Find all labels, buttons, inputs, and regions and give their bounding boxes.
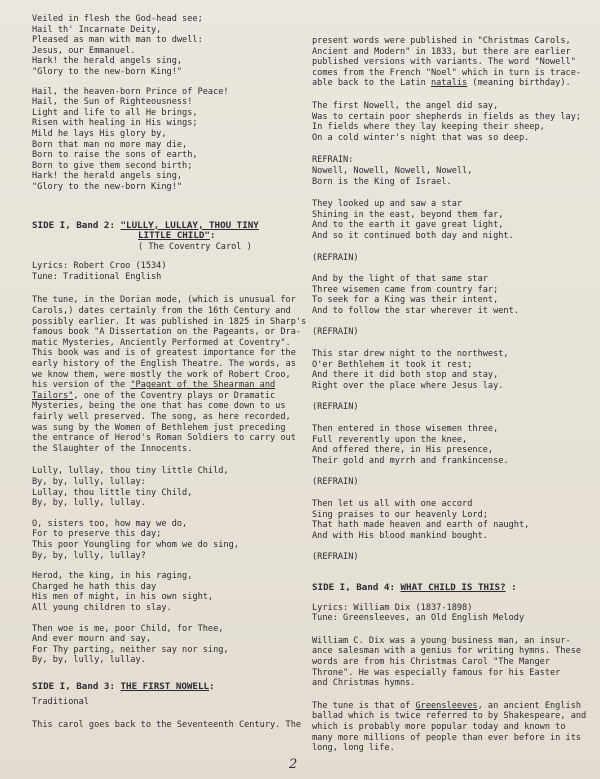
lyric-line: And so it continued both day and night. <box>312 230 514 241</box>
para-line: was sung by the Women of Bethlehem just preceding <box>32 422 286 433</box>
lyric-line: In fields where they lay keeping their sheep, <box>312 122 545 133</box>
para-line: his version of the "Pageant of the Shearman and <box>32 380 276 391</box>
lyric-line: The first Nowell, the angel did say, <box>312 100 499 111</box>
lyric-line: Jesus, our Emmanuel. <box>32 45 136 56</box>
lyric-line: To seek for a King was their intent, <box>312 295 499 306</box>
lyric-line: For to preserve this day; <box>32 529 162 540</box>
description-paragraph <box>32 295 307 454</box>
refrain-marker: (REFRAIN) <box>312 552 359 563</box>
lyric-line: Hail, the heaven-born Prince of Peace! <box>32 86 229 97</box>
lyric-line: And to the earth it gave great light, <box>312 220 504 231</box>
song-title: "LULLY, LULLAY, THOU TINY <box>120 219 259 231</box>
lyric-line: Was to certain poor shepherds in fields as they lay; <box>312 111 582 122</box>
stanza <box>32 624 294 666</box>
para-line: matic Mysteries, Anciently Performed at Coventry". <box>32 337 291 348</box>
refrain-label: REFRAIN: <box>312 155 354 166</box>
lyric-line: Shining in the east, beyond them far, <box>312 209 504 220</box>
para-line: many more millions of people than ever before in its <box>312 732 582 743</box>
verse-block <box>312 101 580 143</box>
lyric-line: And to follow the star wherever it went. <box>312 305 519 316</box>
song-subtitle: Traditional <box>32 697 89 708</box>
refrain-marker: (REFRAIN) <box>312 252 359 263</box>
verse-block <box>312 424 580 466</box>
right-column <box>312 36 587 754</box>
lyric-line: Risen with healing in His wings; <box>32 118 198 129</box>
lyric-line: Light and life to all He brings, <box>32 107 198 118</box>
section-heading-continued: LITTLE CHILD": <box>138 230 216 242</box>
lyric-line: Lullay, thou little tiny Child, <box>32 487 193 498</box>
para-line: the Slaughter of the Innocents. <box>32 443 193 454</box>
para-line: we know them, were mostly the work of Robert Croo, <box>32 369 291 380</box>
lyric-line: Then let us all with one accord <box>312 499 473 509</box>
refrain-marker: (REFRAIN) <box>312 327 359 338</box>
para-line: Ancient and Modern" in 1833, but there are earlier <box>312 46 571 57</box>
lyric-line: O'er Bethlehem it took it rest; <box>312 359 473 370</box>
lyric-line: And by the light of that same star <box>312 274 488 285</box>
lyric-line: Nowell, Nowell, Nowell, Nowell, <box>312 165 473 176</box>
description-paragraph <box>312 636 580 689</box>
para-line: This carol goes back to the Seventeenth Century. The <box>32 720 302 731</box>
left-column <box>32 14 307 731</box>
para-line: The tune, in the Dorian mode, (which is unusual for <box>32 295 296 306</box>
verse-block <box>32 14 294 78</box>
song-title: WHAT CHILD IS THIS? <box>400 581 506 593</box>
page-number: 2 <box>289 757 298 772</box>
lyric-line: Herod, the king, in his raging, <box>32 571 193 582</box>
lyric-line: All young children to slay. <box>32 602 172 613</box>
lyric-line: His men of might, in his own sight, <box>32 592 214 603</box>
lyric-line: Mild he lays His glory by, <box>32 128 167 139</box>
tune-credit: Tune: Traditional English <box>32 271 162 282</box>
lyric-line: They looked up and saw a star <box>312 199 463 210</box>
para-line: possibly earlier. It was published in 1825 in Sharp's <box>32 316 307 327</box>
lyric-line: Born to raise the sons of earth, <box>32 150 198 161</box>
lyric-line: Right over the place where Jesus lay. <box>312 380 504 391</box>
tune-credit: Tune: Greensleeves, an Old English Melody <box>312 613 525 624</box>
stanza <box>32 519 294 561</box>
lyric-line: Born is the King of Israel. <box>312 176 452 187</box>
lyric-line: Hail th' Incarnate Deity, <box>32 24 162 35</box>
refrain-marker: (REFRAIN) <box>312 402 359 413</box>
para-line: Carols,) dates certainly from the 16th Century and <box>32 306 291 317</box>
lyric-line: Pleased as man with man to dwell: <box>32 35 203 46</box>
para-line: Mysteries, being the one that has come down to us <box>32 401 286 412</box>
lyric-line: Born to give them second birth; <box>32 160 193 171</box>
lyric-line: Their gold and myrrh and frankincense. <box>312 455 509 466</box>
lyric-line: Charged he hath this day <box>32 581 157 592</box>
refrain-marker: (REFRAIN) <box>312 477 359 488</box>
lyric-line: And with His blood mankind bought. <box>312 530 488 541</box>
lyric-line: Then woe is me, poor Child, for Thee, <box>32 623 224 634</box>
para-line: and Christmas hymns. <box>312 678 416 689</box>
lyric-line: By, by, lully, lullay: <box>32 476 146 487</box>
description-paragraph <box>312 700 587 754</box>
para-line: able back to the Latin natalis (meaning birthday). <box>312 78 571 89</box>
description-paragraph <box>312 36 580 89</box>
para-line: ballad which is twice referred to by Shakespeare, and <box>312 711 587 722</box>
lyric-line: O, sisters too, how may we do, <box>32 518 188 529</box>
stanza <box>32 571 294 613</box>
lyric-line: By, by, lully, lullay? <box>32 550 146 561</box>
para-line: ance salesman with a genius for writing hymns. These <box>312 646 582 657</box>
lyrics-credit: Lyrics: William Dix (1837-1898) <box>312 602 473 613</box>
lyric-line: "Glory to the new-born King!" <box>32 181 183 192</box>
lyric-line: And offered there, in His presence, <box>312 445 494 456</box>
lyric-line: And there it did both stop and stay, <box>312 370 499 381</box>
para-line: famous book "A Dissertation on the Pageants, or Dra- <box>32 327 302 338</box>
para-line: published versions with variants. The word "Nowell" <box>312 57 576 68</box>
song-subtitle: ( The Coventry Carol ) <box>138 241 252 252</box>
lyric-line: Hail, the Sun of Righteousness! <box>32 97 193 108</box>
verse-block <box>312 499 580 541</box>
para-line: fairly well preserved. The song, as here recorded, <box>32 412 291 422</box>
lyric-line: This poor Youngling for whom we do sing, <box>32 539 239 550</box>
lyric-line: Sing praises to our heavenly Lord; <box>312 509 488 520</box>
lyrics-credit: Lyrics: Robert Croo (1534) <box>32 261 167 272</box>
lyric-line: Hark! the herald angels sing, <box>32 56 183 67</box>
lyric-line: Born that man no more may die, <box>32 139 188 150</box>
para-line: words are from his Christmas Carol "The Manger <box>312 656 550 667</box>
para-line: Tailors", one of the Coventry plays or Dramatic <box>32 390 276 401</box>
para-line: present words were published in "Christmas Carols, <box>312 36 571 46</box>
lyric-line: Veiled in flesh the God-head see; <box>32 14 203 24</box>
section-heading-band-3: SIDE I, Band 3: THE FIRST NOWELL: <box>32 680 215 692</box>
para-line: Throne". He was especially famous for his Easter <box>312 667 561 678</box>
lyric-line: By, by, lully, lullay. <box>32 655 146 666</box>
lyric-line: Three wisemen came from country far; <box>312 284 499 295</box>
verse-block <box>312 199 580 241</box>
verse-block <box>312 349 580 391</box>
lyric-line: Lully, lullay, thou tiny little Child, <box>32 466 229 477</box>
lyric-line: "Glory to the new-born King!" <box>32 66 183 77</box>
para-line: William C. Dix was a young business man, an insur- <box>312 635 571 646</box>
stanza <box>32 466 294 508</box>
section-heading-band-4: SIDE I, Band 4: WHAT CHILD IS THIS? : <box>312 581 517 593</box>
para-line: This book was and is of greatest importance for the <box>32 348 296 359</box>
lyric-line: On a cold winter's night that was so deep. <box>312 132 530 143</box>
lyric-line: This star drew night to the northwest, <box>312 349 509 360</box>
lyric-line: Full reverently upon the knee, <box>312 434 468 445</box>
lyric-line: And ever mourn and say, <box>32 634 151 645</box>
para-line: which is probably more popular today and known to <box>312 721 566 732</box>
para-line: the entrance of Herod's Roman Soldiers to carry out <box>32 433 296 444</box>
para-line: comes from the French "Noel" which in turn is trace- <box>312 67 582 78</box>
para-line: long, long life. <box>312 743 395 754</box>
song-title: LITTLE CHILD" <box>138 230 210 242</box>
para-line: The tune is that of Greensleeves, an ancient English <box>312 700 582 711</box>
lyric-line: By, by, lully, lullay. <box>32 498 146 509</box>
verse-block <box>32 87 294 193</box>
lyric-line: Hark! the herald angels sing, <box>32 171 183 182</box>
section-heading-band-2: SIDE I, Band 2: "LULLY, LULLAY, THOU TINY <box>32 219 259 231</box>
song-title: THE FIRST NOWELL <box>120 680 210 692</box>
para-line: early history of the English Theatre. The words, as <box>32 359 296 370</box>
lyric-line: Then entered in those wisemen three, <box>312 424 499 435</box>
lyric-line: For Thy parting, neither say nor sing, <box>32 644 229 655</box>
lyric-line: That hath made heaven and earth of naught, <box>312 520 530 531</box>
verse-block <box>312 274 580 316</box>
